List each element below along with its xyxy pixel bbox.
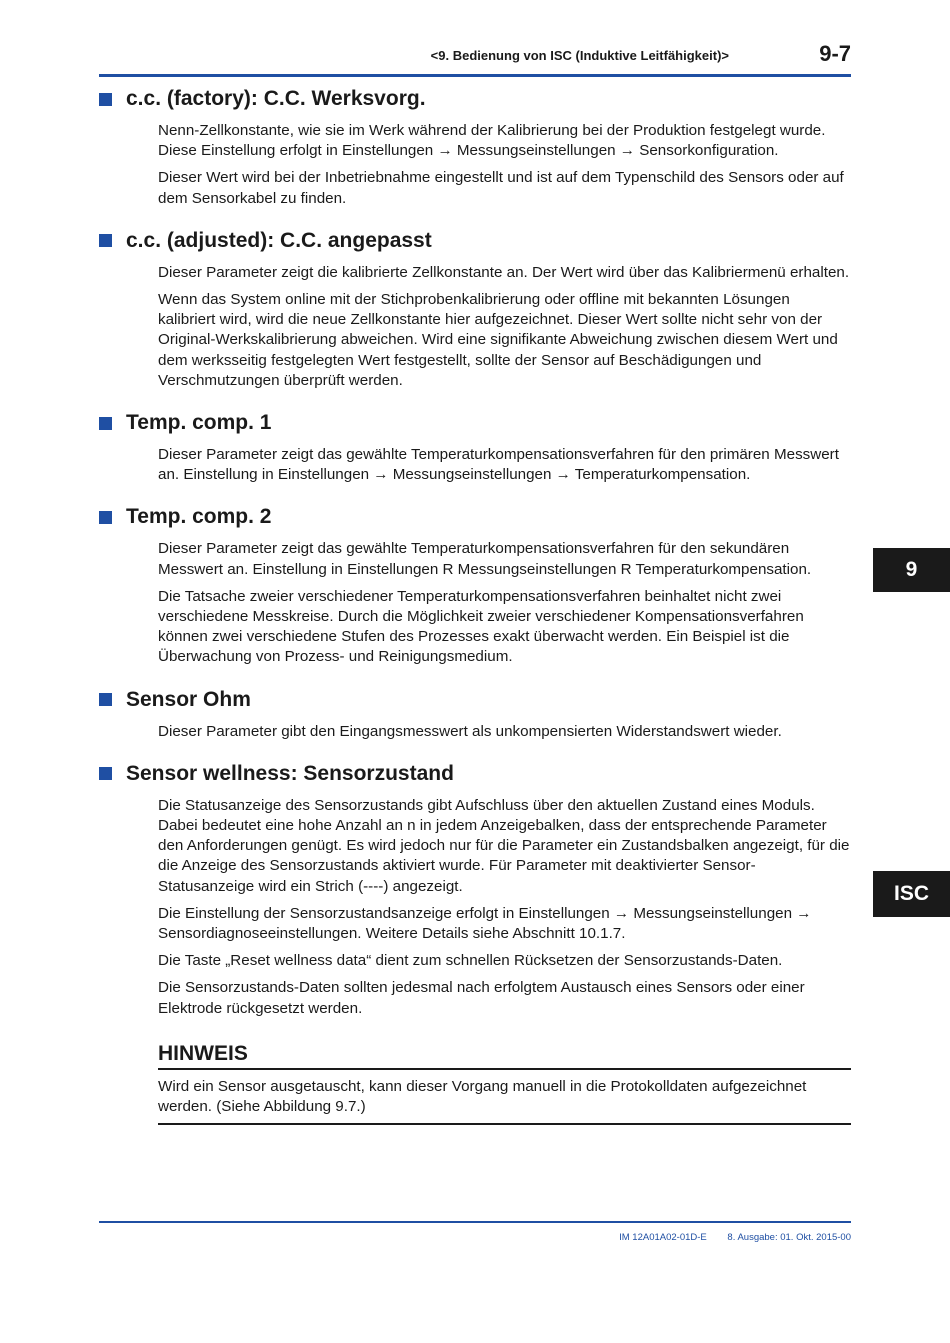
note-box [158,1041,851,1125]
paragraph: Dieser Parameter zeigt das gewählte Temperaturkompensationsverfahren für den sekundären Messwert an. Einstellung in Einstellungen R Messungseinstellungen R Temperaturkompensation. [158,540,812,578]
note-text: Wird ein Sensor ausgetauscht, kann dieser Vorgang manuell in die Protokolldaten aufgezeichnet werden. (Siehe Abbildung 9.7.) [158,1077,851,1125]
section-heading [99,228,851,254]
note-title: HINWEIS [158,1041,851,1070]
square-bullet-icon [99,767,112,780]
section-temp-comp-2 [99,504,851,667]
square-bullet-icon [99,417,112,430]
paragraph: Die Taste „Reset wellness data“ dient zum schnellen Rücksetzen der Sensorzustands-Daten. [158,952,783,970]
topic-tab-label: ISC [893,882,929,905]
section-heading [99,687,851,713]
topic-tab [873,871,950,917]
chapter-title: <9. Bedienung von ISC (Induktive Leitfähigkeit)> [430,48,729,63]
paragraph: Dieser Parameter gibt den Eingangsmesswert als unkompensierten Widerstandswert wieder. [158,722,782,740]
section-heading [99,86,851,112]
page-number: 9-7 [819,41,851,66]
section-title: c.c. (factory): C.C. Werksvorg. [126,87,426,110]
square-bullet-icon [99,693,112,706]
section-temp-comp-1 [99,410,851,485]
section-title: Temp. comp. 1 [126,411,272,435]
chapter-tab [873,548,950,592]
section-sensor-wellness [99,761,851,1019]
square-bullet-icon [99,511,112,524]
square-bullet-icon [99,234,112,247]
paragraph: Dieser Parameter zeigt das gewählte Temperaturkompensationsverfahren für den primären Messwert an. Einstellung in Einstellungen → Messungseinstellungen → Temperaturkompensation. [158,446,839,484]
section-heading [99,410,851,436]
section-title: Temp. comp. 2 [126,505,272,529]
paragraph: Die Tatsache zweier verschiedener Temperaturkompensationsverfahren beinhaltet nicht zwei verschiedene Messkreise. Durch die Möglichkeit zweier verschiedener Kompensationsverfahren können zwei verschiedene Stufen des Prozesses exakt überwacht werden. Ein Beispiel ist die Überwachung von Prozess- und Reinigungsmedium. [158,587,804,666]
section-title: c.c. (adjusted): C.C. angepasst [126,228,432,252]
header-divider [99,74,851,77]
section-title: Sensor wellness: Sensorzustand [126,761,454,785]
footer-divider [99,1221,851,1223]
paragraph: Die Einstellung der Sensorzustandsanzeige erfolgt in Einstellungen → Messungseinstellungen → Sensordiagnoseeinstellungen. Weitere Details siehe Abschnitt 10.1.7. [158,904,812,943]
chapter-tab-label: 9 [905,558,918,581]
main-content [99,86,851,1125]
paragraph: Dieser Parameter zeigt die kalibrierte Zellkonstante an. Der Wert wird über das Kalibriermenü erhalten. [158,263,850,281]
paragraph: Wenn das System online mit der Stichprobenkalibrierung oder offline mit bekannten Lösungen kalibriert wird, wird die neue Zellkonstante hier aufgezeichnet. Dieser Wert sollte nicht sehr von der Original-Werkskalibrierung abweichen. Wird eine signifikante Abweichung zwischen diesem Wert und dem werksseitig festgelegten Wert festgestellt, sollte der Sensor auf Beschädigungen und Verschmutzungen überprüft werden. [158,291,838,389]
square-bullet-icon [99,93,112,106]
paragraph: Die Statusanzeige des Sensorzustands gibt Aufschluss über den aktuellen Zustand eines Moduls. Dabei bedeutet eine hohe Anzahl an n in jedem Anzeigebalken, dass der entsprechende Parameter den Anforderungen genügt. Es wird jedoch nur für die Parameter ein Zustandsbalken angezeigt, für die die Anzeige des Sensorzustands aktiviert wurde. Für Parameter mit deaktivierter Sensor-Statusanzeige wird ein Strich (----) angezeigt. [158,796,850,895]
edition-info: 8. Ausgabe: 01. Okt. 2015-00 [727,1232,851,1243]
section-sensor-ohm [99,687,851,742]
paragraph: Die Sensorzustands-Daten sollten jedesmal nach erfolgtem Austausch eines Sensors oder einer Elektrode rückgesetzt werden. [158,979,805,1017]
section-title: Sensor Ohm [126,687,251,711]
section-cc-factory [99,86,851,209]
section-heading [99,761,851,787]
document-id: IM 12A01A02-01D-E [619,1232,707,1243]
paragraph: Dieser Wert wird bei der Inbetriebnahme eingestellt und ist auf dem Typenschild des Sensors oder auf dem Sensorkabel zu finden. [158,169,844,207]
section-heading [99,504,851,530]
page-header [99,40,851,76]
paragraph: Nenn-Zellkonstante, wie sie im Werk während der Kalibrierung bei der Produktion festgelegt wurde. Diese Einstellung erfolgt in Einstellungen → Messungseinstellungen → Sensorkonfiguration. [158,122,826,160]
section-cc-adjusted [99,228,851,391]
page-footer [619,1232,851,1243]
